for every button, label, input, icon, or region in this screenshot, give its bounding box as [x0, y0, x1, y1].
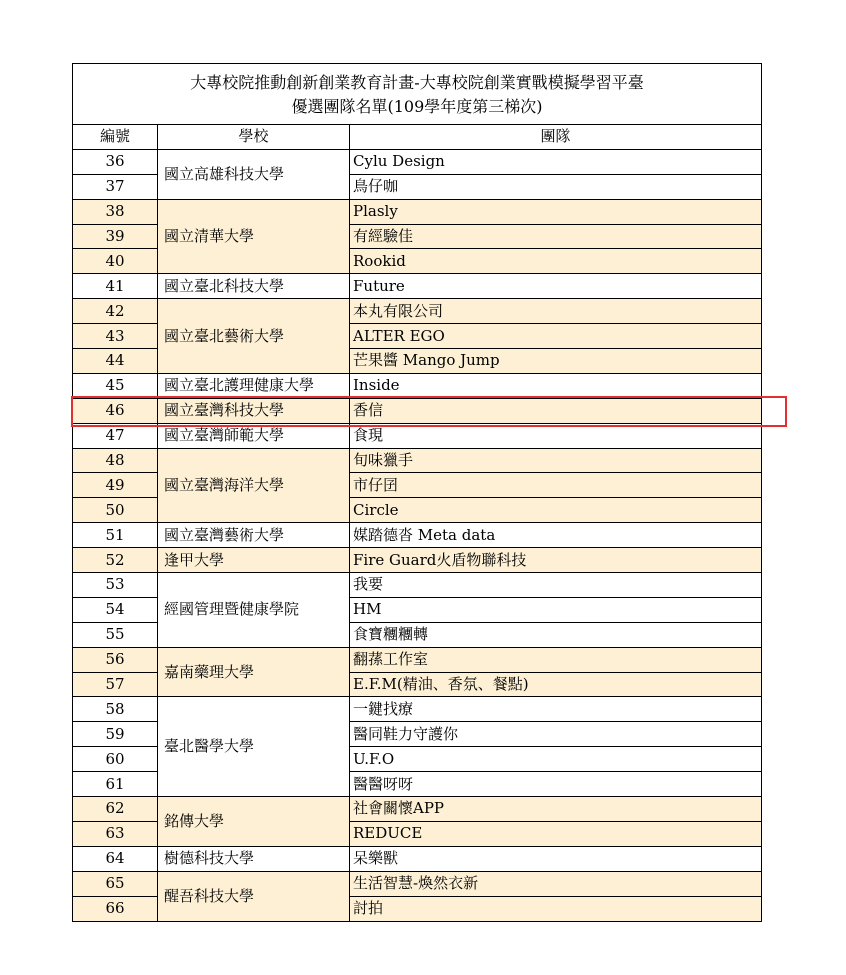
row-number: 42: [73, 299, 158, 324]
row-number: 64: [73, 846, 158, 871]
school-name: 國立臺北藝術大學: [158, 299, 350, 374]
team-name: 呆樂獸: [350, 846, 762, 871]
team-name: 一鍵找療: [350, 697, 762, 722]
school-name: 經國管理暨健康學院: [158, 573, 350, 648]
team-list-document: [72, 63, 761, 922]
team-name: 食現: [350, 423, 762, 448]
row-number: 51: [73, 523, 158, 548]
team-name: 生活智慧-煥然衣新: [350, 871, 762, 896]
team-name: 媒踏德沓 Meta data: [350, 523, 762, 548]
table-row: [73, 548, 762, 573]
table-row: [73, 573, 762, 598]
table-row: [73, 274, 762, 299]
school-name: 樹德科技大學: [158, 846, 350, 871]
school-name: 國立臺灣海洋大學: [158, 448, 350, 523]
team-name: REDUCE: [350, 821, 762, 846]
school-name: 國立臺灣師範大學: [158, 423, 350, 448]
table-body: [73, 149, 762, 921]
team-name: Circle: [350, 498, 762, 523]
school-name: 銘傳大學: [158, 797, 350, 847]
row-number: 48: [73, 448, 158, 473]
team-name: 旬味獵手: [350, 448, 762, 473]
school-name: 嘉南藥理大學: [158, 647, 350, 697]
table-row: [73, 199, 762, 224]
team-name: 食寶糰糰轉: [350, 622, 762, 647]
title-line-2: 優選團隊名單(109學年度第三梯次): [291, 97, 543, 116]
row-number: 54: [73, 597, 158, 622]
row-number: 65: [73, 871, 158, 896]
row-number: 39: [73, 224, 158, 249]
team-name: 社會關懷APP: [350, 797, 762, 822]
team-name: U.F.O: [350, 747, 762, 772]
row-number: 52: [73, 548, 158, 573]
school-name: 國立臺北護理健康大學: [158, 373, 350, 398]
row-number: 47: [73, 423, 158, 448]
row-number: 55: [73, 622, 158, 647]
team-name: Inside: [350, 373, 762, 398]
team-name: 我要: [350, 573, 762, 598]
table-row: [73, 797, 762, 822]
team-name: ALTER EGO: [350, 324, 762, 349]
title-line-1: 大專校院推動創新創業教育計畫-大專校院創業實戰模擬學習平臺: [190, 73, 644, 92]
row-number: 66: [73, 896, 158, 921]
row-number: 63: [73, 821, 158, 846]
team-name: Rookid: [350, 249, 762, 274]
school-name: 醒吾科技大學: [158, 871, 350, 921]
team-name: Fire Guard火盾物聯科技: [350, 548, 762, 573]
team-name: 醫醫呀呀: [350, 772, 762, 797]
school-name: 國立臺灣藝術大學: [158, 523, 350, 548]
row-number: 40: [73, 249, 158, 274]
school-name: 國立臺灣科技大學: [158, 398, 350, 423]
row-number: 62: [73, 797, 158, 822]
team-name: HM: [350, 597, 762, 622]
row-number: 37: [73, 174, 158, 199]
team-name: E.F.M(精油、香氛、餐點): [350, 672, 762, 697]
team-name: 討拍: [350, 896, 762, 921]
row-number: 57: [73, 672, 158, 697]
row-number: 60: [73, 747, 158, 772]
team-name: 市仔囝: [350, 473, 762, 498]
table-row: [73, 846, 762, 871]
team-name: Future: [350, 274, 762, 299]
table-row: [73, 448, 762, 473]
row-number: 56: [73, 647, 158, 672]
school-name: 國立臺北科技大學: [158, 274, 350, 299]
table-row: [73, 523, 762, 548]
row-number: 46: [73, 398, 158, 423]
team-list-table: [72, 63, 762, 922]
header-school: 學校: [158, 125, 350, 150]
row-number: 36: [73, 149, 158, 174]
team-name: 芒果醬 Mango Jump: [350, 349, 762, 374]
row-number: 38: [73, 199, 158, 224]
team-name: 有經驗佳: [350, 224, 762, 249]
table-row: [73, 871, 762, 896]
header-team: 團隊: [350, 125, 762, 150]
row-number: 59: [73, 722, 158, 747]
row-number: 45: [73, 373, 158, 398]
table-row: [73, 647, 762, 672]
row-number: 61: [73, 772, 158, 797]
team-name: Cylu Design: [350, 149, 762, 174]
table-row: [73, 149, 762, 174]
row-number: 50: [73, 498, 158, 523]
row-number: 58: [73, 697, 158, 722]
table-title: [73, 64, 762, 125]
row-number: 49: [73, 473, 158, 498]
school-name: 國立清華大學: [158, 199, 350, 274]
row-number: 43: [73, 324, 158, 349]
table-row: [73, 423, 762, 448]
team-name: Plasly: [350, 199, 762, 224]
team-name: 翻蓀工作室: [350, 647, 762, 672]
header-number: 編號: [73, 125, 158, 150]
school-name: 逢甲大學: [158, 548, 350, 573]
table-row: [73, 299, 762, 324]
row-number: 53: [73, 573, 158, 598]
row-number: 44: [73, 349, 158, 374]
team-name: 醫同鞋力守護你: [350, 722, 762, 747]
team-name: 香信: [350, 398, 762, 423]
table-row: [73, 398, 762, 423]
table-row: [73, 373, 762, 398]
team-name: 鳥仔咖: [350, 174, 762, 199]
row-number: 41: [73, 274, 158, 299]
team-name: 本丸有限公司: [350, 299, 762, 324]
table-row: [73, 697, 762, 722]
school-name: 國立高雄科技大學: [158, 149, 350, 199]
school-name: 臺北醫學大學: [158, 697, 350, 797]
